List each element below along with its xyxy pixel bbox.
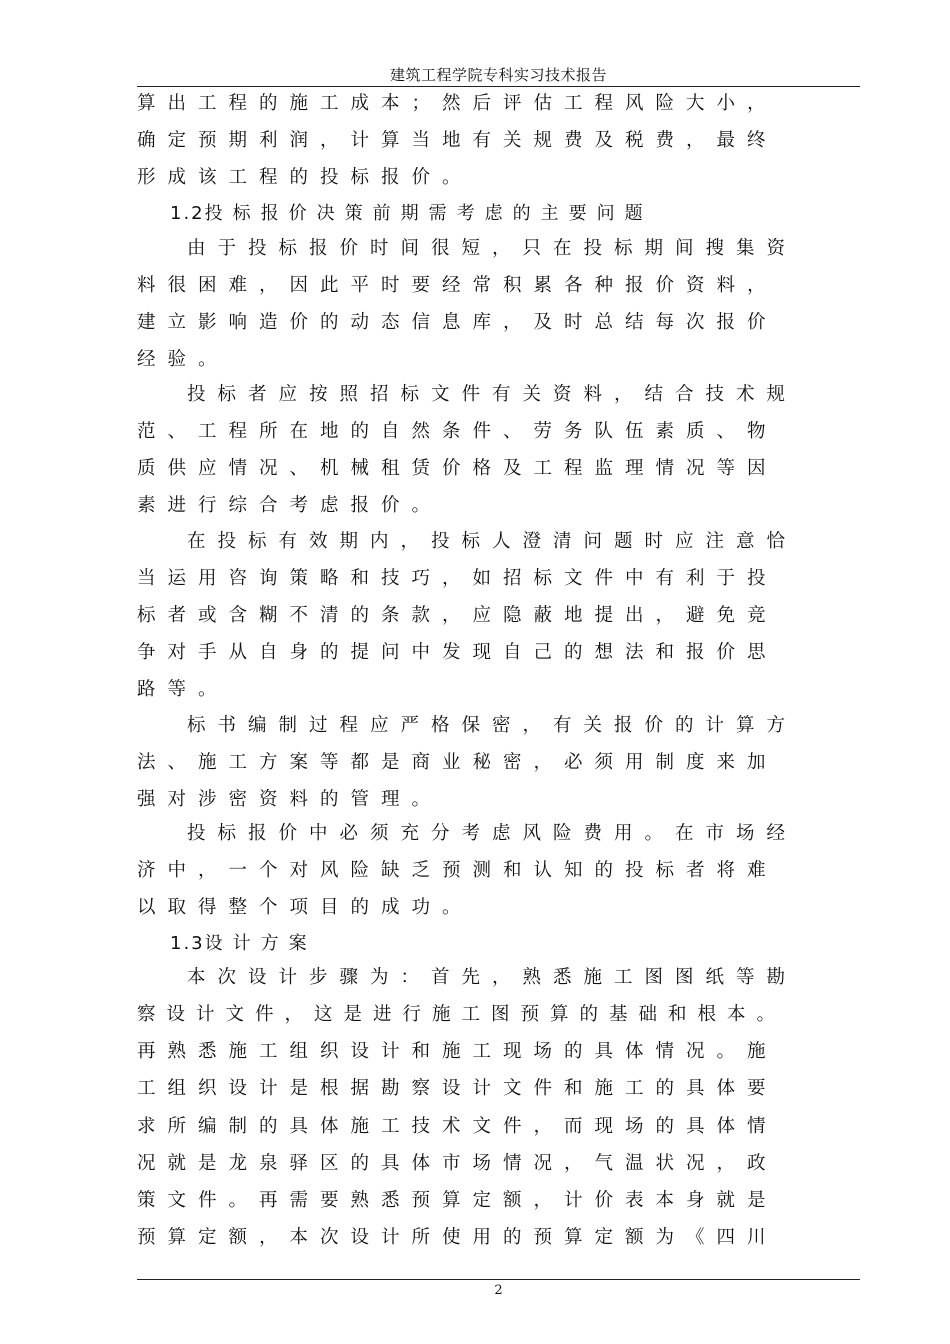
section-heading-1-3 (170, 930, 317, 958)
body-line: 法、施工方案等都是商业秘密，必须用制度来加 (137, 752, 778, 773)
body-line: 建立影响造价的动态信息库，及时总结每次报价 (137, 312, 778, 333)
body-line: 范、工程所在地的自然条件、劳务队伍素质、物 (137, 421, 778, 442)
body-line: 策文件。再需要熟悉预算定额，计价表本身就是 (137, 1190, 778, 1211)
body-line: 素进行综合考虑报价。 (137, 495, 443, 516)
body-line: 强对涉密资料的管理。 (137, 789, 443, 810)
body-line: 经验。 (137, 349, 229, 370)
page-header: 建筑工程学院专科实习技术报告 (389, 66, 607, 84)
body-line: 察设计文件，这是进行施工图预算的基础和根本。 (137, 1004, 787, 1025)
body-line: 路等。 (137, 679, 229, 700)
body-line: 在投标有效期内，投标人澄清问题时应注意恰 (187, 531, 798, 552)
section-number: 1.2 (170, 203, 205, 224)
page-number: 2 (494, 1283, 503, 1298)
body-line: 工组织设计是根据勘察设计文件和施工的具体要 (137, 1078, 778, 1099)
body-line: 当运用咨询策略和技巧，如招标文件中有利于投 (137, 568, 778, 589)
body-line: 投标报价中必须充分考虑风险费用。在市场经 (187, 823, 798, 844)
header-divider (137, 86, 860, 87)
body-line: 争对手从自身的提问中发现自己的想法和报价思 (137, 642, 778, 663)
body-line: 预算定额，本次设计所使用的预算定额为《四川 (137, 1227, 778, 1248)
body-line: 标者或含糊不清的条款，应隐蔽地提出，避免竞 (137, 605, 778, 626)
section-title: 设计方案 (204, 933, 317, 954)
body-line: 由于投标报价时间很短，只在投标期间搜集资 (187, 238, 798, 259)
body-line: 再熟悉施工组织设计和施工现场的具体情况。施 (137, 1041, 778, 1062)
body-line: 料很困难，因此平时要经常积累各种报价资料， (137, 275, 778, 296)
body-line: 以取得整个项目的成功。 (137, 897, 473, 918)
body-line: 投标者应按照招标文件有关资料，结合技术规 (187, 384, 798, 405)
body-line: 确定预期利润，计算当地有关规费及税费，最终 (137, 130, 778, 151)
body-line: 本次设计步骤为：首先，熟悉施工图图纸等勘 (187, 967, 798, 988)
section-number: 1.3 (170, 933, 205, 954)
body-line: 形成该工程的投标报价。 (137, 167, 473, 188)
section-heading-1-2 (170, 200, 653, 228)
body-line: 求所编制的具体施工技术文件，而现场的具体情 (137, 1116, 778, 1137)
footer-divider (137, 1279, 860, 1280)
body-line: 算出工程的施工成本；然后评估工程风险大小， (137, 93, 778, 114)
body-line: 标书编制过程应严格保密，有关报价的计算方 (187, 715, 798, 736)
body-line: 质供应情况、机械租赁价格及工程监理情况等因 (137, 458, 778, 479)
body-line: 况就是龙泉驿区的具体市场情况，气温状况，政 (137, 1153, 778, 1174)
section-title: 投标报价决策前期需考虑的主要问题 (204, 203, 653, 224)
body-line: 济中，一个对风险缺乏预测和认知的投标者将难 (137, 860, 778, 881)
